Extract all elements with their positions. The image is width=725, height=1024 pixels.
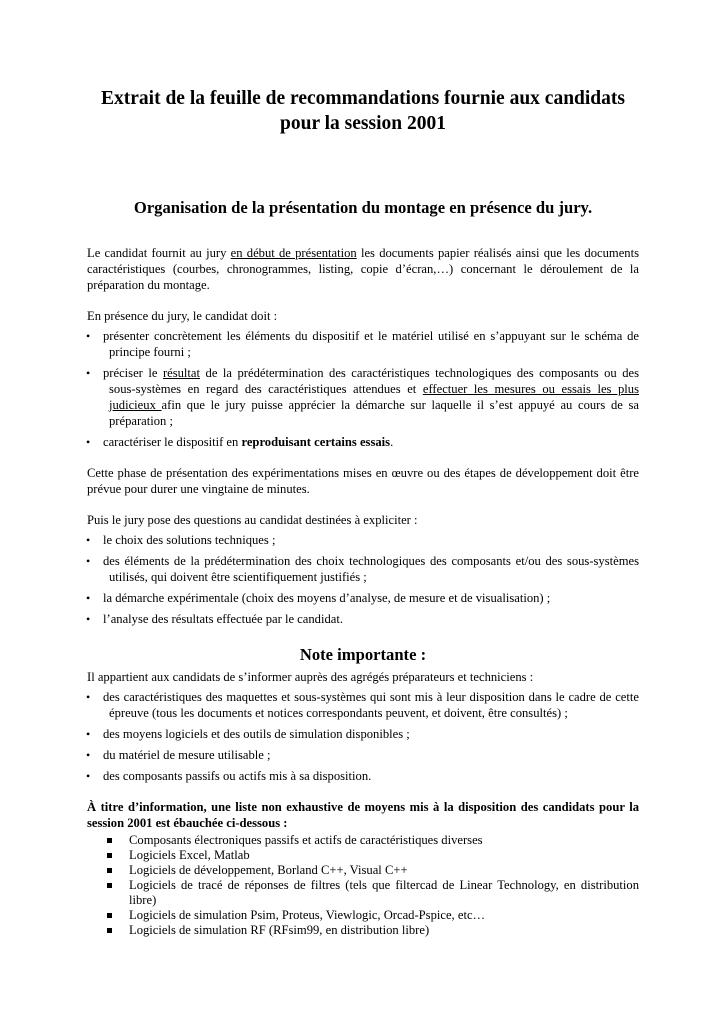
underlined-text: effectuer les mesures ou essais les plus judicieux [109, 382, 639, 412]
bullet-icon: • [86, 435, 91, 449]
square-bullet-icon [107, 928, 112, 933]
bullet-icon: • [86, 366, 91, 380]
list-item [87, 768, 639, 784]
list-item [87, 747, 639, 763]
list-item-text: le choix des solutions techniques ; [103, 533, 276, 547]
list-item [87, 553, 639, 585]
bullet-icon: • [86, 748, 91, 762]
list-item [107, 923, 639, 938]
underlined-text: résultat [162, 366, 201, 380]
intro-text-1: Le candidat fournit au jury [87, 246, 231, 260]
list-item [87, 434, 639, 450]
bullet-icon: • [86, 533, 91, 547]
bullet-icon: • [86, 554, 91, 568]
list-item [107, 878, 639, 908]
title-line-1: Extrait de la feuille de recommandations fournie aux candidats [101, 88, 625, 109]
list-item-text: de la prédétermination des caractéristiques technologiques des composants ou des sous-systèmes en regard des caractéristiques attendues et [109, 366, 639, 396]
resources-list [87, 833, 639, 938]
list-item [87, 689, 639, 721]
list-item-text: du matériel de mesure utilisable ; [103, 748, 271, 762]
bullet-icon: • [86, 727, 91, 741]
intro-paragraph [87, 245, 639, 293]
list-item-text: présenter concrètement les éléments du dispositif et le matériel utilisé en s’appuyant sur le schéma de principe fourni ; [103, 329, 639, 359]
list-item [87, 726, 639, 742]
list-item-text: Logiciels de développement, Borland C++, Visual C++ [129, 863, 408, 877]
bullet-icon: • [86, 591, 91, 605]
bullet-icon: • [86, 769, 91, 783]
list-item [87, 328, 639, 360]
document-page [87, 86, 639, 938]
phase-paragraph: Cette phase de présentation des expérimentations mises en œuvre ou des étapes de développement doit être prévue pour durer une vingtaine de minutes. [87, 466, 639, 496]
square-bullet-icon [107, 853, 112, 858]
bullet-icon: • [86, 329, 91, 343]
bullet-icon: • [86, 690, 91, 704]
list-item [87, 611, 639, 627]
list-item-text: . [390, 435, 394, 449]
list-item-text: Logiciels de simulation Psim, Proteus, Viewlogic, Orcad-Pspice, etc… [129, 908, 486, 922]
intro-text-2: les documents papier réalisés ainsi que les documents caractéristiques (courbes, chronogrammes, listing, copie d’écran,…) concernant le déroulement de la préparation du montage. [87, 246, 639, 292]
bold-text: reproduisant certains essais [241, 435, 391, 449]
list-item-text: l’analyse des résultats effectuée par le candidat. [103, 612, 343, 626]
bullet-icon: • [86, 612, 91, 626]
list-item-text: des composants passifs ou actifs mis à sa disposition. [103, 769, 372, 783]
list-item [87, 365, 639, 429]
intro-underlined: en début de présentation [230, 246, 357, 260]
list-item-text: des éléments de la prédétermination des choix technologiques des composants et/ou des sous-systèmes utilisés, qui doivent être scientifiquement justifiés ; [103, 554, 639, 584]
note-list [87, 689, 639, 784]
square-bullet-icon [107, 868, 112, 873]
list-item [87, 532, 639, 548]
presence-list [87, 328, 639, 450]
list-item-text: Logiciels de simulation RF (RFsim99, en distribution libre) [129, 923, 430, 937]
document-title [87, 86, 639, 136]
note-lead: Il appartient aux candidats de s’informer auprès des agrégés préparateurs et techniciens : [87, 670, 534, 684]
list-item-text: Logiciels Excel, Matlab [129, 848, 250, 862]
info-lead: À titre d’information, une liste non exhaustive de moyens mis à la disposition des candidats pour la session 2001 est ébauchée ci-dessous : [87, 800, 639, 830]
list-item-text: des caractéristiques des maquettes et sous-systèmes qui sont mis à leur disposition dans le cadre de cette épreuve (tous les documents et notices correspondants peuvent, et doivent, être consultés) ; [103, 690, 639, 720]
list-item-text: la démarche expérimentale (choix des moyens d’analyse, de mesure et de visualisation) ; [103, 591, 551, 605]
presence-lead: En présence du jury, le candidat doit : [87, 309, 278, 323]
note-heading: Note importante : [299, 645, 427, 664]
list-item-text: des moyens logiciels et des outils de simulation disponibles ; [103, 727, 410, 741]
square-bullet-icon [107, 838, 112, 843]
list-item [107, 848, 639, 863]
list-item-text: Logiciels de tracé de réponses de filtres (tels que filtercad de Linear Technology, en distribution libre) [129, 878, 639, 907]
list-item [107, 833, 639, 848]
list-item-text: Composants électroniques passifs et actifs de caractéristiques diverses [129, 833, 483, 847]
list-item-text: afin que le jury puisse apprécier la démarche sur laquelle il s’est appuyé au cours de sa préparation ; [109, 398, 639, 428]
list-item [87, 590, 639, 606]
list-item [107, 863, 639, 878]
title-line-2: pour la session 2001 [280, 113, 446, 134]
list-item [107, 908, 639, 923]
section-heading: Organisation de la présentation du montage en présence du jury. [133, 198, 593, 217]
questions-lead: Puis le jury pose des questions au candidat destinées à expliciter : [87, 513, 418, 527]
list-item-text: caractériser le dispositif en [103, 435, 242, 449]
square-bullet-icon [107, 913, 112, 918]
questions-list [87, 532, 639, 627]
square-bullet-icon [107, 883, 112, 888]
list-item-text: préciser le [103, 366, 163, 380]
